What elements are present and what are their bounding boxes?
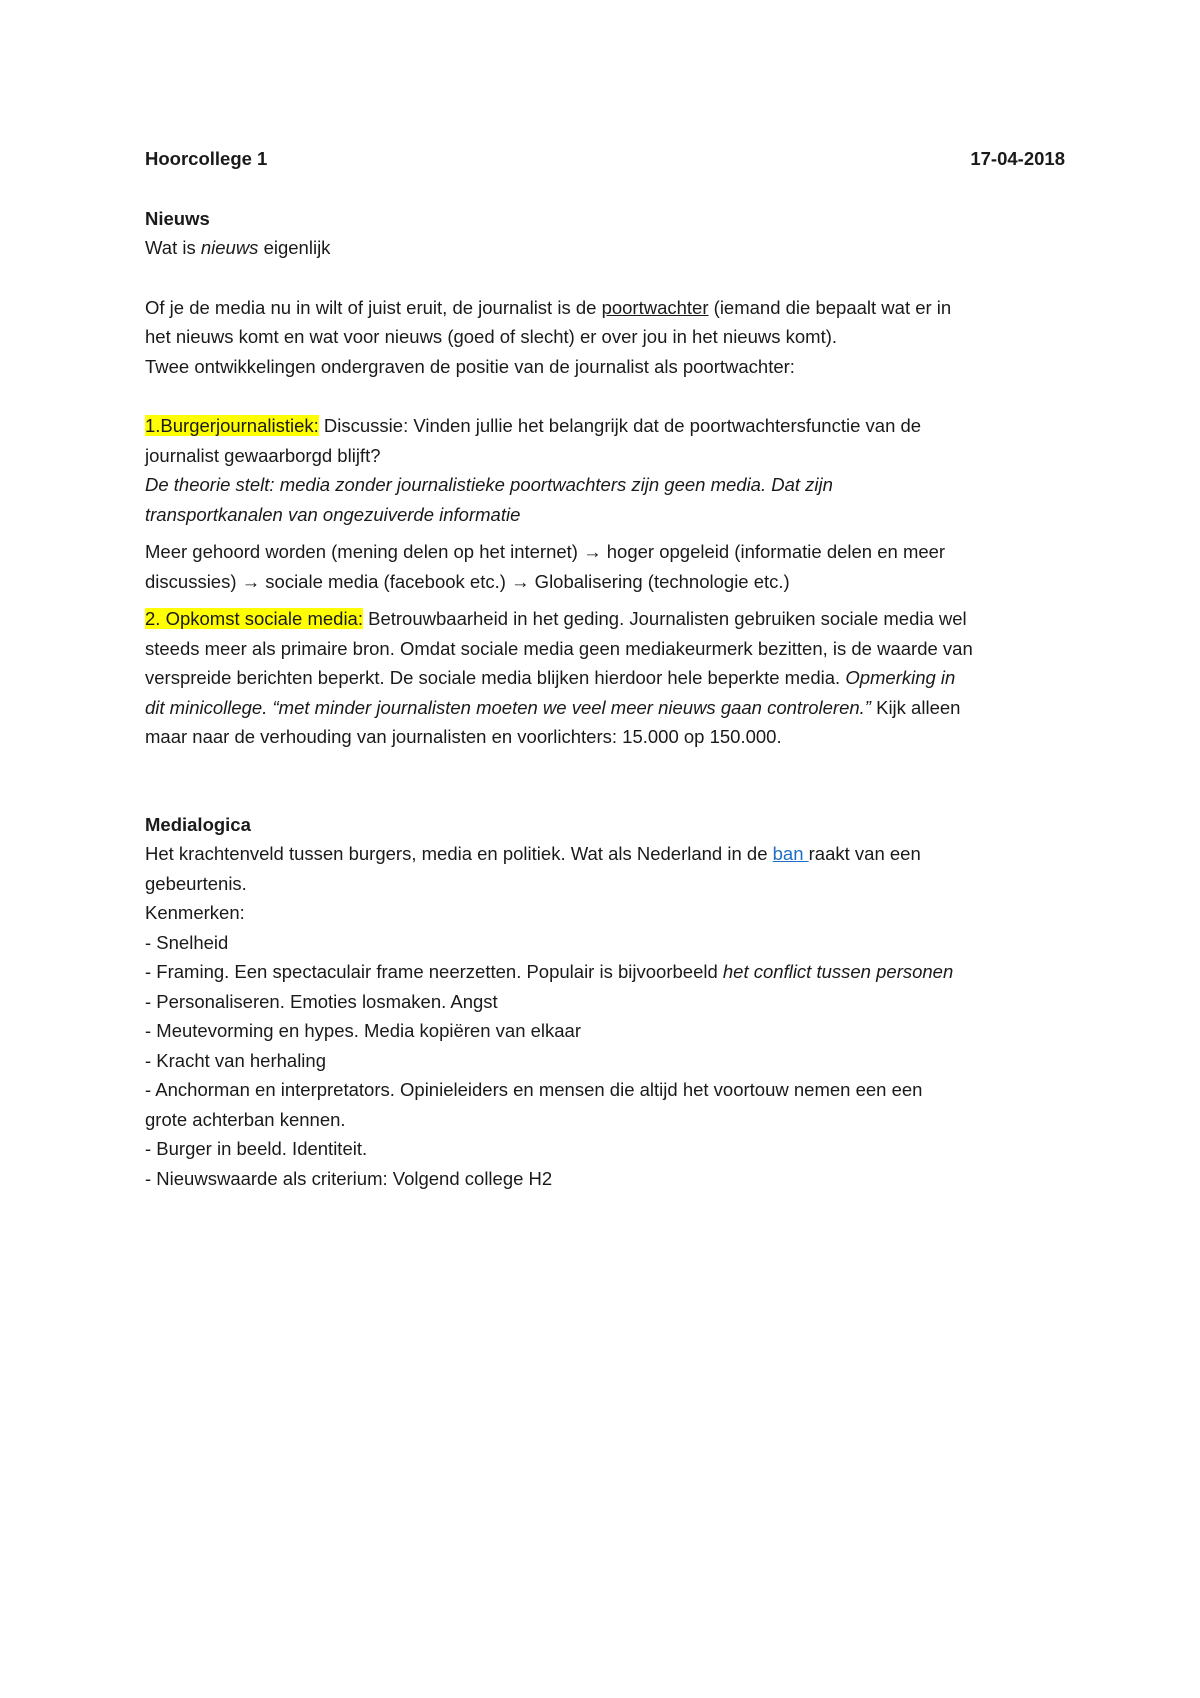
item-line: journalist gewaarborgd blijft?: [145, 444, 381, 466]
kenmerk-item: - Framing. Een spectaculair frame neerzetten. Populair is bijvoorbeeld het conflict tussen personen: [145, 961, 954, 982]
kenmerken-label: Kenmerken:: [145, 902, 245, 923]
item-opkomst-sociale-media: 2. Opkomst sociale media: Betrouwbaarheid in het geding. Journalisten gebruiken sociale media wel: [145, 608, 967, 629]
item-line: dit minicollege. “met minder journalisten moeten we veel meer nieuws gaan controleren.” Kijk alleen: [145, 696, 961, 718]
nieuws-paragraph-line: Of je de media nu in wilt of juist eruit, de journalist is de poortwachter (iemand die bepaalt wat er in: [145, 296, 952, 318]
item-line-italic: transportkanalen van ongezuiverde informatie: [145, 503, 521, 525]
kenmerk-item: - Kracht van herhaling: [145, 1049, 326, 1071]
medialogica-line: gebeurtenis.: [145, 872, 247, 894]
kenmerk-item-cont: grote achterban kennen.: [145, 1108, 346, 1130]
item-line: steeds meer als primaire bron. Omdat sociale media geen mediakeurmerk bezitten, is de waarde van: [145, 637, 973, 659]
meer-gehoord-line: Meer gehoord worden (mening delen op het internet) → hoger opgeleid (informatie delen en meer: [145, 541, 946, 562]
kenmerk-item: - Snelheid: [145, 931, 229, 953]
arrow-right-icon: →: [583, 541, 602, 562]
ban-link[interactable]: ban: [772, 843, 809, 864]
meer-gehoord-line: discussies) → sociale media (facebook etc.) → Globalisering (technologie etc.): [145, 570, 790, 592]
item-burgerjournalistiek: 1.Burgerjournalistiek: Discussie: Vinden jullie het belangrijk dat de poortwachtersfunctie van de: [145, 415, 922, 436]
nieuws-paragraph-line: Twee ontwikkelingen ondergraven de positie van de journalist als poortwachter:: [145, 355, 795, 377]
nieuws-paragraph-line: het nieuws komt en wat voor nieuws (goed of slecht) er over jou in het nieuws komt).: [145, 326, 838, 347]
highlight-label: 2. Opkomst sociale media:: [145, 608, 363, 629]
section-heading-medialogica: Medialogica: [145, 813, 251, 835]
item-line: verspreide berichten beperkt. De sociale media blijken hierdoor hele beperkte media. Opmerking in: [145, 667, 956, 688]
item-line-italic: De theorie stelt: media zonder journalistieke poortwachters zijn geen media. Dat zijn: [145, 474, 833, 495]
document-header: [145, 144, 1065, 174]
document-date: 17-04-2018: [970, 148, 1065, 169]
kenmerk-item: - Meutevorming en hypes. Media kopiëren van elkaar: [145, 1020, 582, 1041]
section-heading-nieuws: Nieuws: [145, 207, 210, 229]
nieuws-question: Wat is nieuws eigenlijk: [145, 237, 331, 258]
kenmerk-item: - Anchorman en interpretators. Opinieleiders en mensen die altijd het voortouw nemen een een: [145, 1079, 923, 1100]
kenmerk-item: - Nieuwswaarde als criterium: Volgend college H2: [145, 1167, 553, 1189]
kenmerk-item: - Burger in beeld. Identiteit.: [145, 1138, 368, 1159]
highlight-label: 1.Burgerjournalistiek:: [145, 415, 319, 436]
item-line: maar naar de verhouding van journalisten en voorlichters: 15.000 op 150.000.: [145, 726, 782, 747]
poortwachter-term: poortwachter: [601, 296, 709, 318]
document-content: [145, 144, 1065, 1193]
medialogica-line: Het krachtenveld tussen burgers, media en politiek. Wat als Nederland in de ban raakt van een: [145, 843, 921, 864]
document-title: Hoorcollege 1: [145, 148, 268, 169]
arrow-right-icon: →: [511, 570, 530, 592]
kenmerk-item: - Personaliseren. Emoties losmaken. Angst: [145, 990, 498, 1012]
arrow-right-icon: →: [241, 570, 261, 592]
